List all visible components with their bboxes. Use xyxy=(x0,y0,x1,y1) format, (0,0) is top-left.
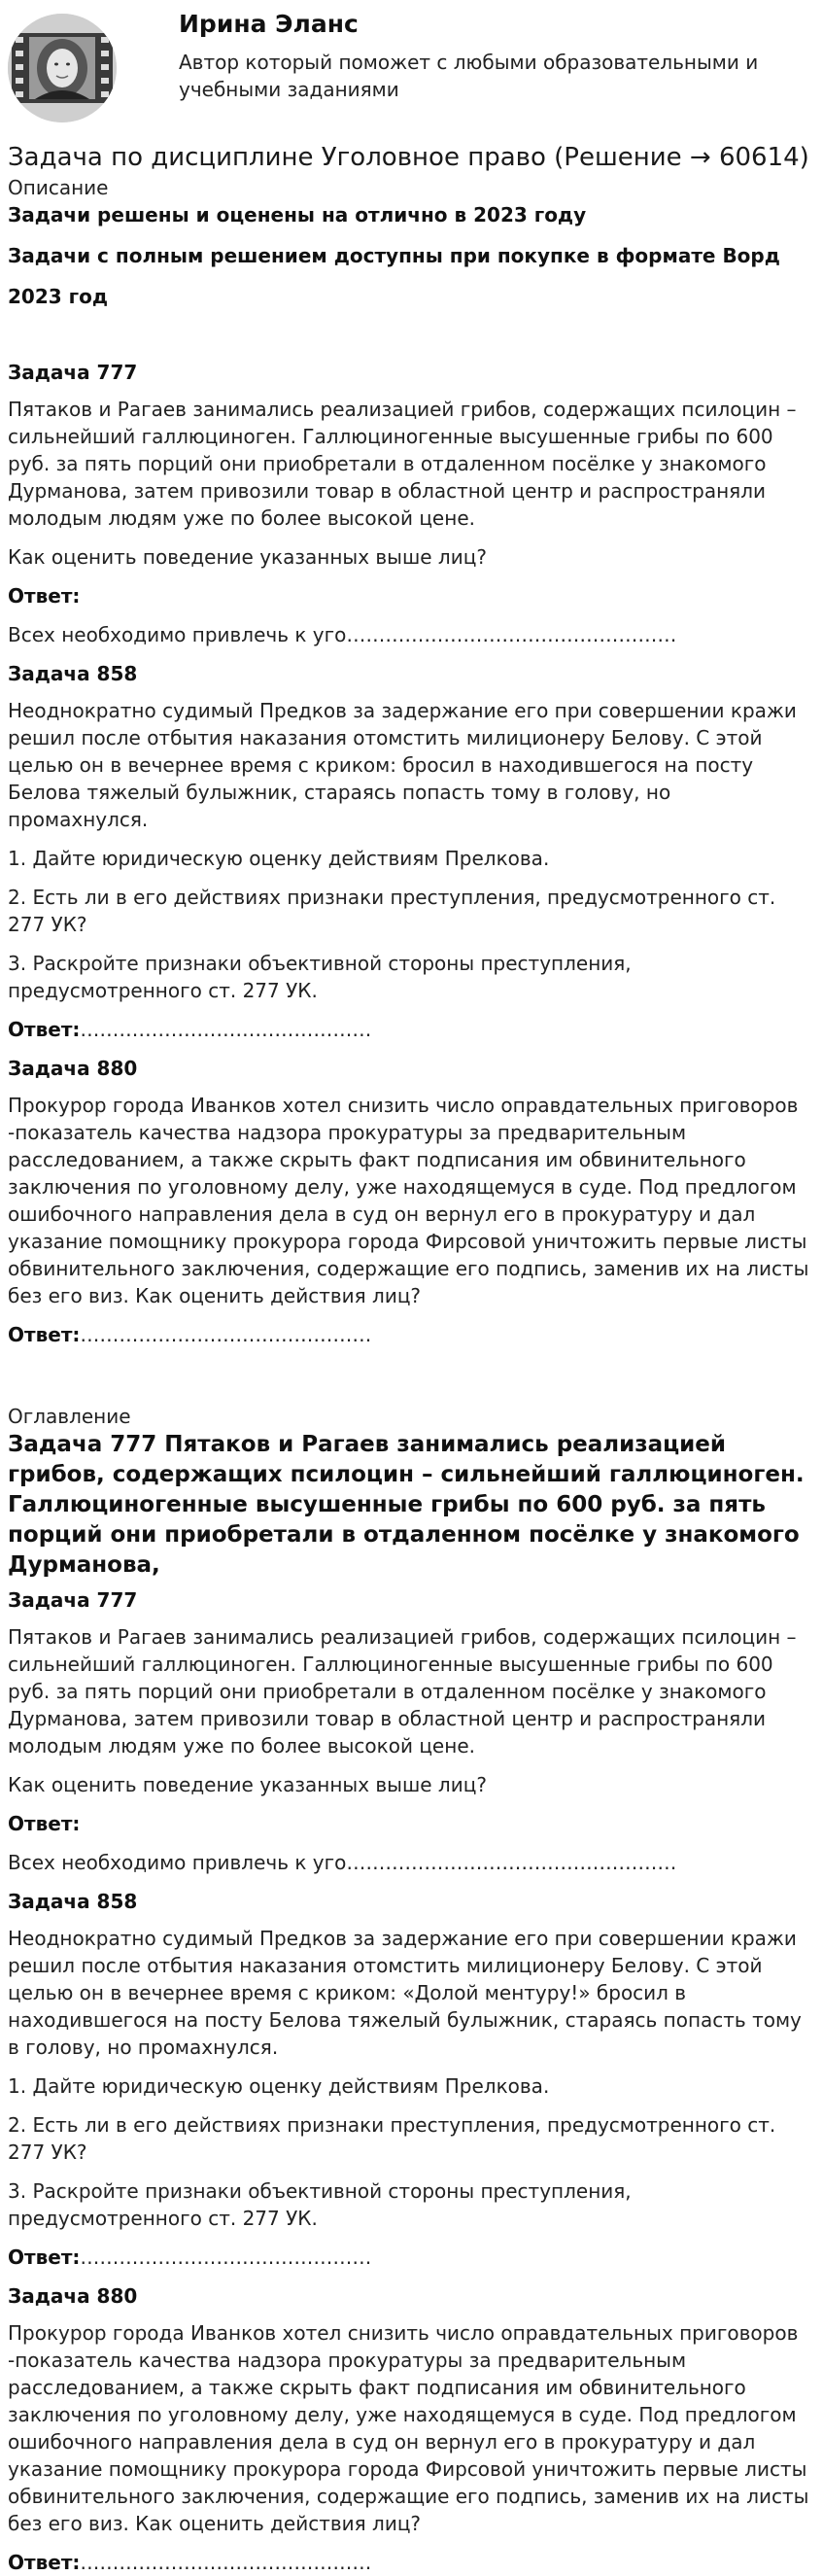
answer-label: Ответ: xyxy=(8,1018,81,1041)
task-880-answer xyxy=(8,1321,816,1348)
answer-dots: ……………………………………… xyxy=(80,1018,372,1041)
task-858-answer xyxy=(8,1016,816,1043)
toc-task-880-title: Задача 880 xyxy=(8,2284,138,2308)
description-label: Описание xyxy=(8,176,109,199)
toc-task-777-answer-text: Всех необходимо привлечь к уго…………………………………………… xyxy=(8,1851,677,1874)
task-777-answer-text: Всех необходимо привлечь к уго…………………………………………… xyxy=(8,623,677,646)
answer-label: Ответ: xyxy=(8,2245,81,2269)
toc-task-880-text: Прокурор города Иванков хотел снизить число оправдательных приговоров -показатель качества надзора прокуратуры за предварительным расследованием, а также скрыть факт подписания им обвинительного заключения по уголовному делу, уже находящемуся в суде. Под предлогом ошибочного направления дела в суд он вернул его в прокуратуру и дал указание помощнику прокурора города Фирсовой уничтожить первые листы обвинительного заключения, содержащие его подпись, заменив их на листы без его виз. Как оценить действия лиц? xyxy=(8,2321,809,2535)
task-880-title: Задача 880 xyxy=(8,1057,138,1080)
task-777-text: Пятаков и Рагаев занимались реализацией грибов, содержащих псилоцин – сильнейший галлюциноген. Галлюциногенные высушенные грибы по 600 руб. за пять порций они приобретали в отдаленном посёлке у знакомого Дурманова, затем привозили товар в областной центр и распространяли молодым людям уже по более высокой цене. xyxy=(8,398,797,530)
answer-dots: ……………………………………… xyxy=(80,2245,372,2269)
answer-label: Ответ: xyxy=(8,2551,81,2574)
toc-task-777-answer-label: Ответ: xyxy=(8,1812,81,1835)
toc-task-858-answer xyxy=(8,2244,816,2271)
task-777-question: Как оценить поведение указанных выше лиц? xyxy=(8,545,487,569)
answer-dots: ……………………………………… xyxy=(80,2551,372,2574)
author-name[interactable]: Ирина Эланс xyxy=(179,10,359,38)
toc-task-858-title: Задача 858 xyxy=(8,1890,138,1913)
main-content xyxy=(8,141,816,2576)
toc-task-777-question: Как оценить поведение указанных выше лиц? xyxy=(8,1773,487,1796)
toc-task-858-text: Неоднократно судимый Предков за задержание его при совершении кражи решил после отбытия наказания отомстить милиционеру Белову. С этой целью он в вечернее время с криком: «Долой ментуру!» бросил в находившегося на посту Белова тяжелый булыжник, стараясь попасть тому в голову, но промахнулся. xyxy=(8,1927,802,2059)
answer-dots: ……………………………………… xyxy=(80,1323,372,1346)
task-858-question-2: 2. Есть ли в его действиях признаки преступления, предусмотренного ст. 277 УК? xyxy=(8,886,776,936)
task-858-text: Неоднократно судимый Предков за задержание его при совершении кражи решил после отбытия наказания отомстить милиционеру Белову. С этой целью он в вечернее время с криком: бросил в находившегося на посту Белова тяжелый булыжник, стараясь попасть тому в голову, но промахнулся. xyxy=(8,699,797,831)
intro-line-2: Задачи с полным решением доступны при покупке в формате Ворд xyxy=(8,244,780,267)
task-858-question-1: 1. Дайте юридическую оценку действиям Прелкова. xyxy=(8,847,550,870)
answer-label: Ответ: xyxy=(8,1323,81,1346)
task-858-question-3: 3. Раскройте признаки объективной стороны преступления, предусмотренного ст. 277 УК. xyxy=(8,952,632,1002)
avatar-photo xyxy=(8,14,117,122)
intro-line-3: 2023 год xyxy=(8,285,108,308)
task-777-title: Задача 777 xyxy=(8,361,138,384)
toc-task-880-answer xyxy=(8,2549,816,2576)
task-880-text: Прокурор города Иванков хотел снизить число оправдательных приговоров -показатель качества надзора прокуратуры за предварительным расследованием, а также скрыть факт подписания им обвинительного заключения по уголовному делу, уже находящемуся в суде. Под предлогом ошибочного направления дела в суд он вернул его в прокуратуру и дал указание помощнику прокурора города Фирсовой уничтожить первые листы обвинительного заключения, содержащие его подпись, заменив их на листы без его виз. Как оценить действия лиц? xyxy=(8,1094,809,1307)
toc-heading: Задача 777 Пятаков и Рагаев занимались реализацией грибов, содержащих псилоцин – сильнейший галлюциноген. Галлюциногенные высушенные грибы по 600 руб. за пять порций они приобретали в отдаленном посёлке у знакомого Дурманова, xyxy=(8,1432,805,1578)
page-title: Задача по дисциплине Уголовное право (Решение → 60614) xyxy=(8,143,809,172)
toc-task-777-text: Пятаков и Рагаев занимались реализацией грибов, содержащих псилоцин – сильнейший галлюциноген. Галлюциногенные высушенные грибы по 600 руб. за пять порций они приобретали в отдаленном посёлке у знакомого Дурманова, затем привозили товар в областной центр и распространяли молодым людям уже по более высокой цене. xyxy=(8,1625,797,1758)
author-card xyxy=(0,0,823,131)
task-777-answer-label: Ответ: xyxy=(8,584,81,608)
toc-task-858-question-1: 1. Дайте юридическую оценку действиям Прелкова. xyxy=(8,2074,550,2098)
author-avatar[interactable] xyxy=(8,14,117,122)
toc-task-777-title: Задача 777 xyxy=(8,1588,138,1612)
toc-task-858-question-3: 3. Раскройте признаки объективной стороны преступления, предусмотренного ст. 277 УК. xyxy=(8,2179,632,2230)
toc-label: Оглавление xyxy=(8,1405,131,1428)
task-858-title: Задача 858 xyxy=(8,662,138,685)
intro-line-1: Задачи решены и оценены на отлично в 2023 году xyxy=(8,203,587,226)
author-description: Автор который поможет с любыми образовательными и учебными заданиями xyxy=(179,51,759,101)
toc-task-858-question-2: 2. Есть ли в его действиях признаки преступления, предусмотренного ст. 277 УК? xyxy=(8,2113,776,2164)
